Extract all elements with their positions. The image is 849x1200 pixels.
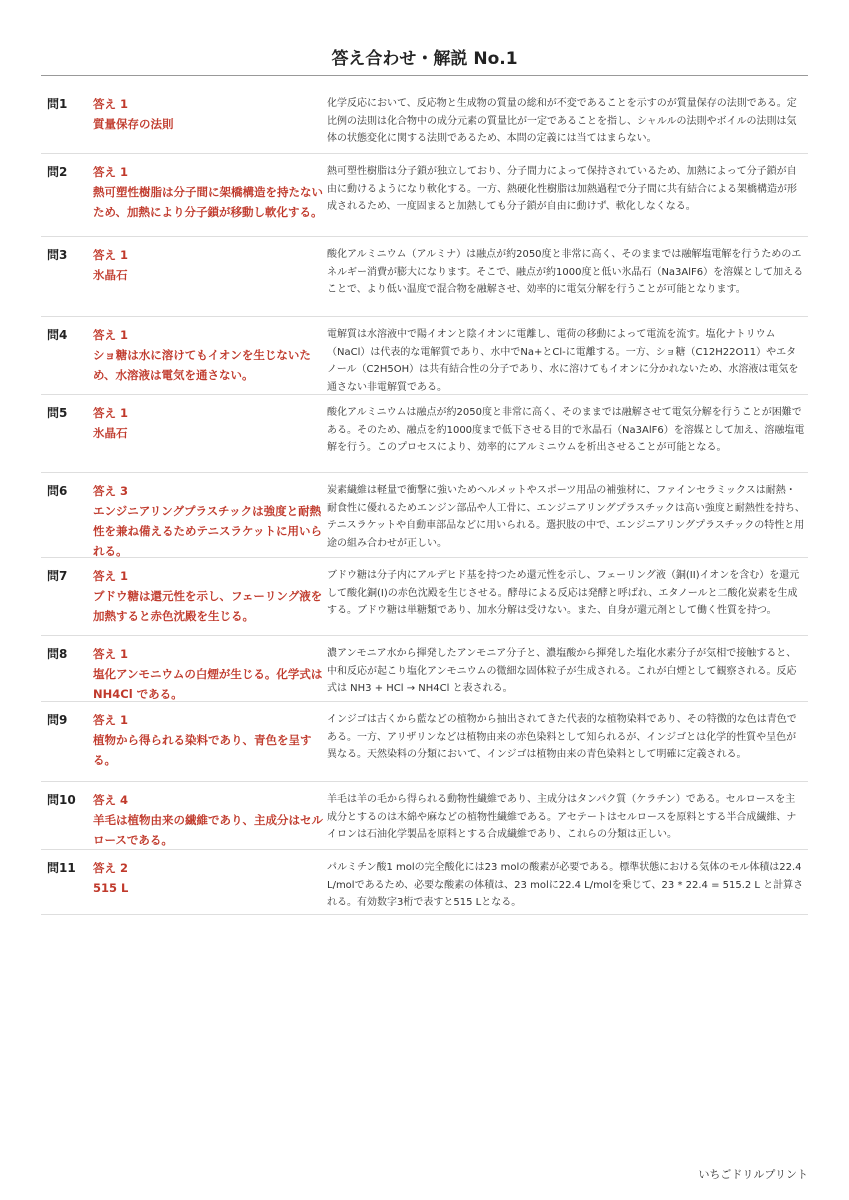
answer-row-2: [41, 154, 808, 237]
answer-row-5: [41, 395, 808, 473]
answer-label: 答え 4: [93, 793, 129, 807]
explanation: ブドウ糖は分子内にアルデヒド基を持つため還元性を示し、フェーリング液（銅(II)イオンを含む）を還元して酸化銅(I)の赤色沈殿を生じさせる。酵母による反応は発酵と呼ばれ、エタノールと二酸化炭素を生成する。ブドウ糖は単糖類であり、加水分解は受けない。また、自身が還元剤として働く性質を持つ。: [327, 570, 800, 616]
question-number: 問6: [47, 484, 68, 498]
answer-text: エンジニアリングプラスチックは強度と耐熱性を兼ね備えるためテニスラケットに用いられる。: [93, 504, 322, 558]
answer: [93, 94, 327, 153]
question-number: 問1: [47, 97, 68, 111]
answer-row-6: [41, 473, 808, 558]
explanation: インジゴは古くから藍などの植物から抽出されてきた代表的な植物染料であり、その特徴的な色は青色である。一方、アリザリンなどは植物由来の赤色染料として知られるが、インジゴとは化学的性質や呈色が異なる。天然染料の分類において、インジゴは植物由来の青色染料として明確に定義される。: [327, 714, 797, 760]
question-number: 問11: [47, 861, 76, 875]
explanation: 羊毛は羊の毛から得られる動物性繊維であり、主成分はタンパク質（ケラチン）である。セルロースを主成分とするのは木綿や麻などの植物性繊維である。アセテートはセルロースを原料とする半合成繊維、ナイロンは石油化学製品を原料とする合成繊維であり、これらの分類は正しい。: [327, 794, 797, 840]
answer-text: 氷晶石: [93, 268, 128, 282]
answer-text: ショ糖は水に溶けてもイオンを生じないため、水溶液は電気を通さない。: [93, 348, 311, 382]
answer-text: 質量保存の法則: [93, 117, 174, 131]
answer-label: 答え 1: [93, 647, 129, 661]
answer-row-11: [41, 850, 808, 915]
explanation: 熱可塑性樹脂は分子鎖が独立しており、分子間力によって保持されているため、加熱によって分子鎖が自由に動けるようになり軟化する。一方、熱硬化性樹脂は加熱過程で分子間に共有結合による架橋構造が形成されるため、一度固まると加熱しても分子鎖が自由に動けず、軟化しなくなる。: [327, 166, 797, 212]
question-number: 問9: [47, 713, 68, 727]
answer-row-4: [41, 317, 808, 395]
answer-label: 答え 1: [93, 248, 129, 262]
answer-label: 答え 1: [93, 406, 129, 420]
explanation: 酸化アルミニウム（アルミナ）は融点が約2050度と非常に高く、そのままでは融解塩電解を行うためのエネルギー消費が膨大になります。そこで、融点が約1000度と低い氷晶石（Na3AlF6）を溶媒として加えることで、より低い温度で混合物を融解させ、効率的に電気分解を行うことが可能となります。: [327, 249, 804, 295]
question-number: 問4: [47, 328, 68, 342]
answer-row-9: [41, 702, 808, 782]
question-number: 問5: [47, 406, 68, 420]
answer-text: 熱可塑性樹脂は分子間に架橋構造を持たないため、加熱により分子鎖が移動し軟化する。: [93, 185, 323, 219]
answer-label: 答え 1: [93, 713, 129, 727]
answer: [93, 644, 327, 701]
answer-row-7: [41, 558, 808, 636]
explanation: 電解質は水溶液中で陽イオンと陰イオンに電離し、電荷の移動によって電流を流す。塩化ナトリウム（NaCl）は代表的な電解質であり、水中でNa+とCl-に電離する。一方、ショ糖（C12H22O11）やエタノール（C2H5OH）は共有結合性の分子であり、水に溶けてもイオンに分かれないため、水溶液は電気を通さない非電解質である。: [327, 329, 799, 393]
answer-row-10: [41, 782, 808, 850]
answer-text: 植物から得られる染料であり、青色を呈する。: [93, 733, 312, 767]
answer-row-8: [41, 636, 808, 702]
answer-text: ブドウ糖は還元性を示し、フェーリング液を加熱すると赤色沈殿を生じる。: [93, 589, 323, 623]
answer: [93, 245, 327, 316]
explanation: 濃アンモニア水から揮発したアンモニア分子と、濃塩酸から揮発した塩化水素分子が気相で接触すると、中和反応が起こり塩化アンモニウムの微細な固体粒子が生成される。これが白煙として観察される。反応式は NH3 + HCl → NH4Cl と表される。: [327, 648, 797, 694]
answer-label: 答え 1: [93, 328, 129, 342]
answer-label: 答え 3: [93, 484, 129, 498]
answer-label: 答え 1: [93, 569, 129, 583]
question-number: 問2: [47, 165, 68, 179]
answer: [93, 858, 327, 914]
question-number: 問7: [47, 569, 68, 583]
answer-row-1: [41, 86, 808, 154]
answer-list: [41, 86, 808, 915]
explanation: パルミチン酸1 molの完全酸化には23 molの酸素が必要である。標準状態における気体のモル体積は22.4 L/molであるため、必要な酸素の体積は、23 molに22.4 L/molを乗じて、23 * 22.4 = 515.2 L と計算される。有効数字3桁で表すと515 Lとなる。: [327, 862, 804, 908]
answer: [93, 481, 327, 557]
answer-text: 515 L: [93, 881, 129, 895]
answer: [93, 710, 327, 781]
explanation: 炭素繊維は軽量で衝撃に強いためヘルメットやスポーツ用品の補強材に、ファインセラミックスは耐熱・耐食性に優れるためエンジン部品や人工骨に、エンジニアリングプラスチックは高い強度と耐熱性を持ち、テニスラケットや自動車部品などに用いられる。選択肢の中で、エンジニアリングプラスチックの特性と用途の組み合わせが正しい。: [327, 485, 805, 549]
answer-row-3: [41, 237, 808, 317]
answer-text: 塩化アンモニウムの白煙が生じる。化学式は NH4Cl である。: [93, 667, 323, 701]
explanation: 酸化アルミニウムは融点が約2050度と非常に高く、そのままでは融解させて電気分解を行うことが困難である。そのため、融点を約1000度まで低下させる目的で氷晶石（Na3AlF6）を溶媒として加え、溶融塩電解を行う。このプロセスにより、効率的にアルミニウムを析出させることが可能となる。: [327, 407, 805, 453]
explanation: 化学反応において、反応物と生成物の質量の総和が不変であることを示すのが質量保存の法則である。定比例の法則は化合物中の成分元素の質量比が一定であることを指し、シャルルの法則やボイルの法則は気体の状態変化に関する法則であるため、本問の定義には当てはまらない。: [327, 98, 797, 144]
answer: [93, 325, 327, 394]
answer: [93, 566, 327, 635]
answer-label: 答え 2: [93, 861, 129, 875]
page-title: 答え合わせ・解説 No.1: [331, 49, 518, 69]
answer-label: 答え 1: [93, 97, 129, 111]
answer-text: 羊毛は植物由来の繊維であり、主成分はセルロースである。: [93, 813, 323, 847]
answer-text: 氷晶石: [93, 426, 128, 440]
question-number: 問8: [47, 647, 68, 661]
answer: [93, 790, 327, 849]
footer-brand: いちごドリルプリント: [698, 1168, 808, 1181]
answer: [93, 162, 327, 236]
answer: [93, 403, 327, 472]
title-divider: [41, 75, 808, 76]
question-number: 問3: [47, 248, 68, 262]
answer-label: 答え 1: [93, 165, 129, 179]
question-number: 問10: [47, 793, 76, 807]
